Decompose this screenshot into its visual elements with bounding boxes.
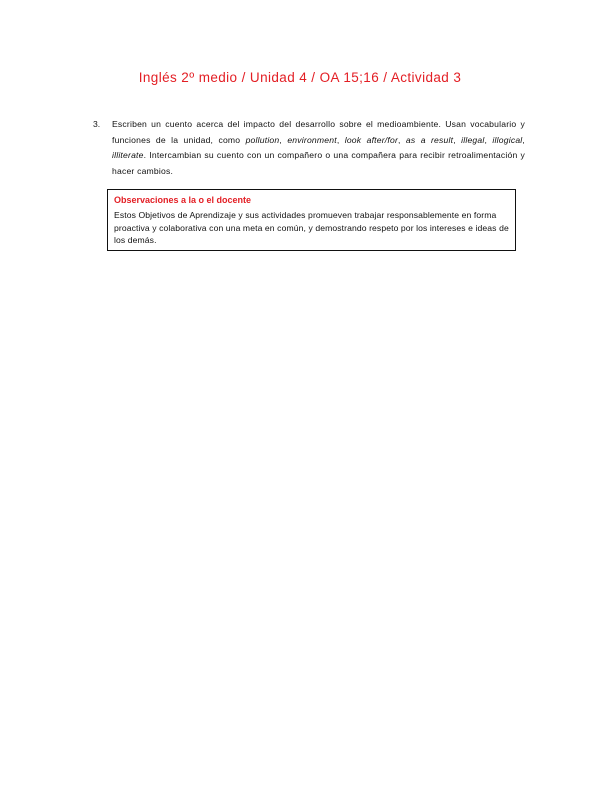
activity-text-segment: , [279, 134, 288, 145]
vocabulary-term: pollution [245, 134, 280, 145]
vocabulary-term: illogical [492, 134, 523, 145]
page-title: Inglés 2º medio / Unidad 4 / OA 15;16 / Actividad 3 [138, 70, 462, 85]
vocabulary-term: look after/for [344, 134, 399, 145]
activity-number: 3. [93, 119, 101, 129]
activity-description [112, 117, 525, 179]
vocabulary-term: illegal [461, 134, 485, 145]
activity-text-segment: , [522, 134, 525, 145]
teacher-notes-body: Estos Objetivos de Aprendizaje y sus actividades promueven trabajar responsablemente en forma proactiva y colaborativa con una meta en común, y demostrando respeto por los intereses e ideas de los demás. [114, 210, 509, 245]
vocabulary-term: illiterate [112, 150, 144, 160]
vocabulary-term: environment [287, 134, 337, 145]
activity-item [93, 117, 525, 179]
activity-text-segment: , [336, 134, 345, 145]
activity-text-segment: , [484, 134, 493, 145]
vocabulary-term: as a result [405, 134, 454, 145]
activity-text-segment: , [453, 134, 462, 145]
teacher-notes-box [107, 189, 516, 251]
activity-text-segment: . Intercambian su cuento con un compañero o una compañera para recibir retroalimentación y hacer cambios. [112, 150, 525, 176]
activity-text-segment: Escriben un cuento acerca del impacto del desarrollo sobre el medioambiente. Usan vocabulario y funciones de la unidad, como [112, 119, 525, 145]
activity-text-segment: , [398, 134, 406, 145]
teacher-notes-title: Observaciones a la o el docente [114, 195, 252, 205]
